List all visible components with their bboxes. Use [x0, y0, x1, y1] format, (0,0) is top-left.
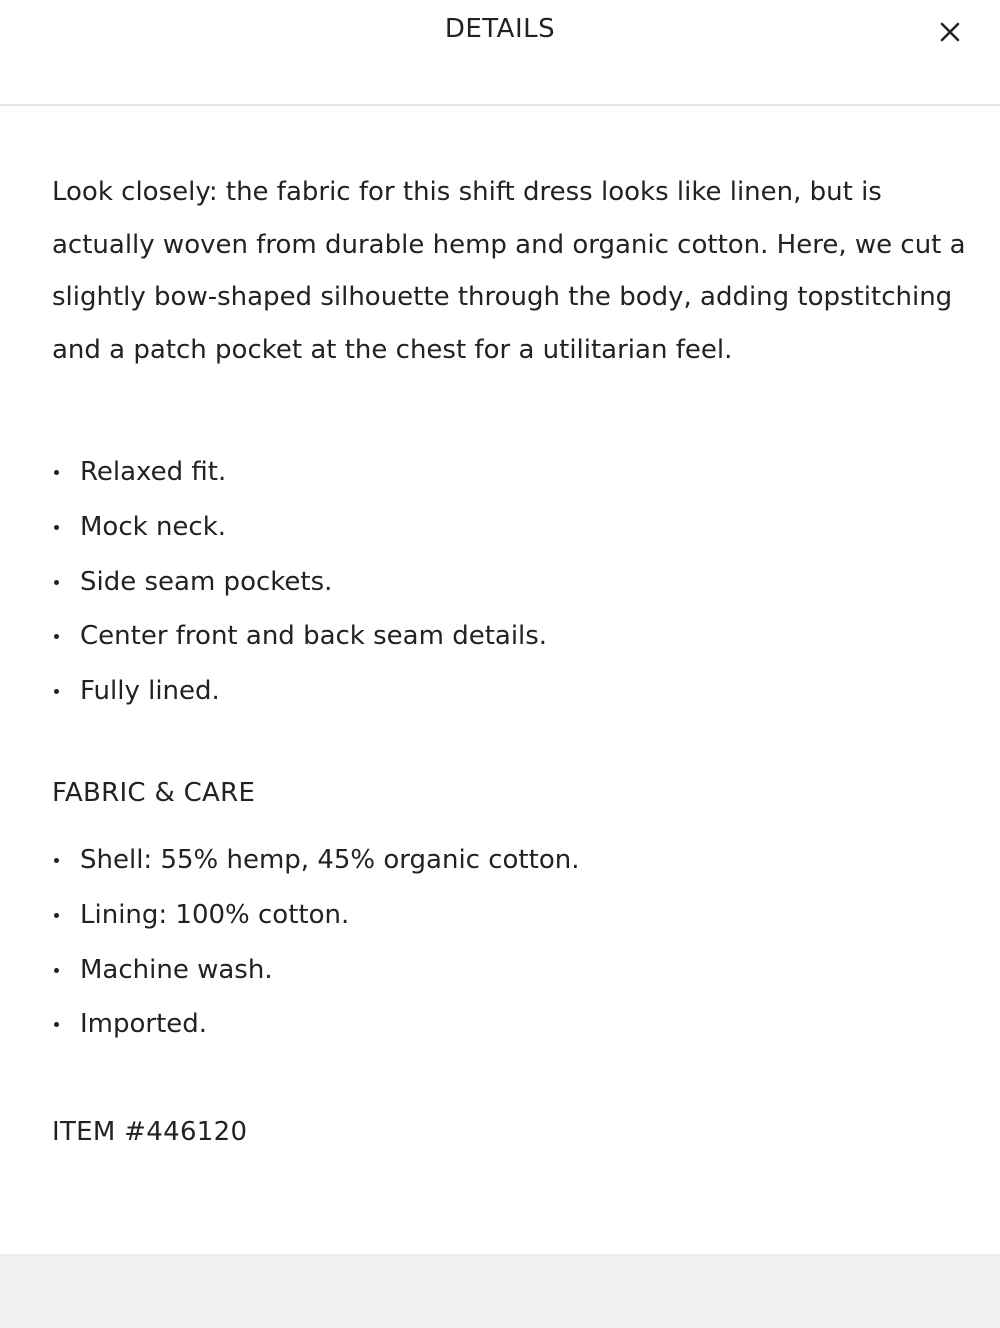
list-item: Center front and back seam details.: [52, 609, 972, 664]
bullet-dot: [54, 470, 59, 475]
details-header: [0, 0, 1000, 106]
product-description: Look closely: the fabric for this shift dress looks like linen, but is actually woven from durable hemp and organic cotton. Here, we cut a slightly bow-shaped silhouette through the body, adding topstitching and a patch pocket at the chest for a utilitarian feel.: [52, 177, 966, 365]
close-button[interactable]: [928, 10, 972, 54]
bullet-dot: [54, 968, 59, 973]
list-item: Lining: 100% cotton.: [52, 888, 972, 943]
fabric-care-heading: FABRIC & CARE: [52, 777, 256, 808]
list-item: Machine wash.: [52, 943, 972, 998]
list-item: Relaxed fit.: [52, 445, 972, 500]
list-item: Side seam pockets.: [52, 555, 972, 610]
list-item: Imported.: [52, 997, 972, 1052]
bullet-dot: [54, 858, 59, 863]
fabric-care-list: [52, 833, 972, 1052]
bullet-dot: [54, 525, 59, 530]
footer-bar: [0, 1254, 1000, 1328]
list-item: Shell: 55% hemp, 45% organic cotton.: [52, 833, 972, 888]
features-list: [52, 445, 972, 719]
bullet-dot: [54, 1022, 59, 1027]
page-title: DETAILS: [444, 14, 556, 44]
bullet-dot: [54, 634, 59, 639]
bullet-dot: [54, 580, 59, 585]
list-item: Mock neck.: [52, 500, 972, 555]
bullet-dot: [54, 913, 59, 918]
close-icon: [928, 10, 972, 54]
details-content: [52, 166, 972, 1152]
list-item: Fully lined.: [52, 664, 972, 719]
bullet-dot: [54, 689, 59, 694]
item-number: ITEM #446120: [52, 1117, 248, 1148]
